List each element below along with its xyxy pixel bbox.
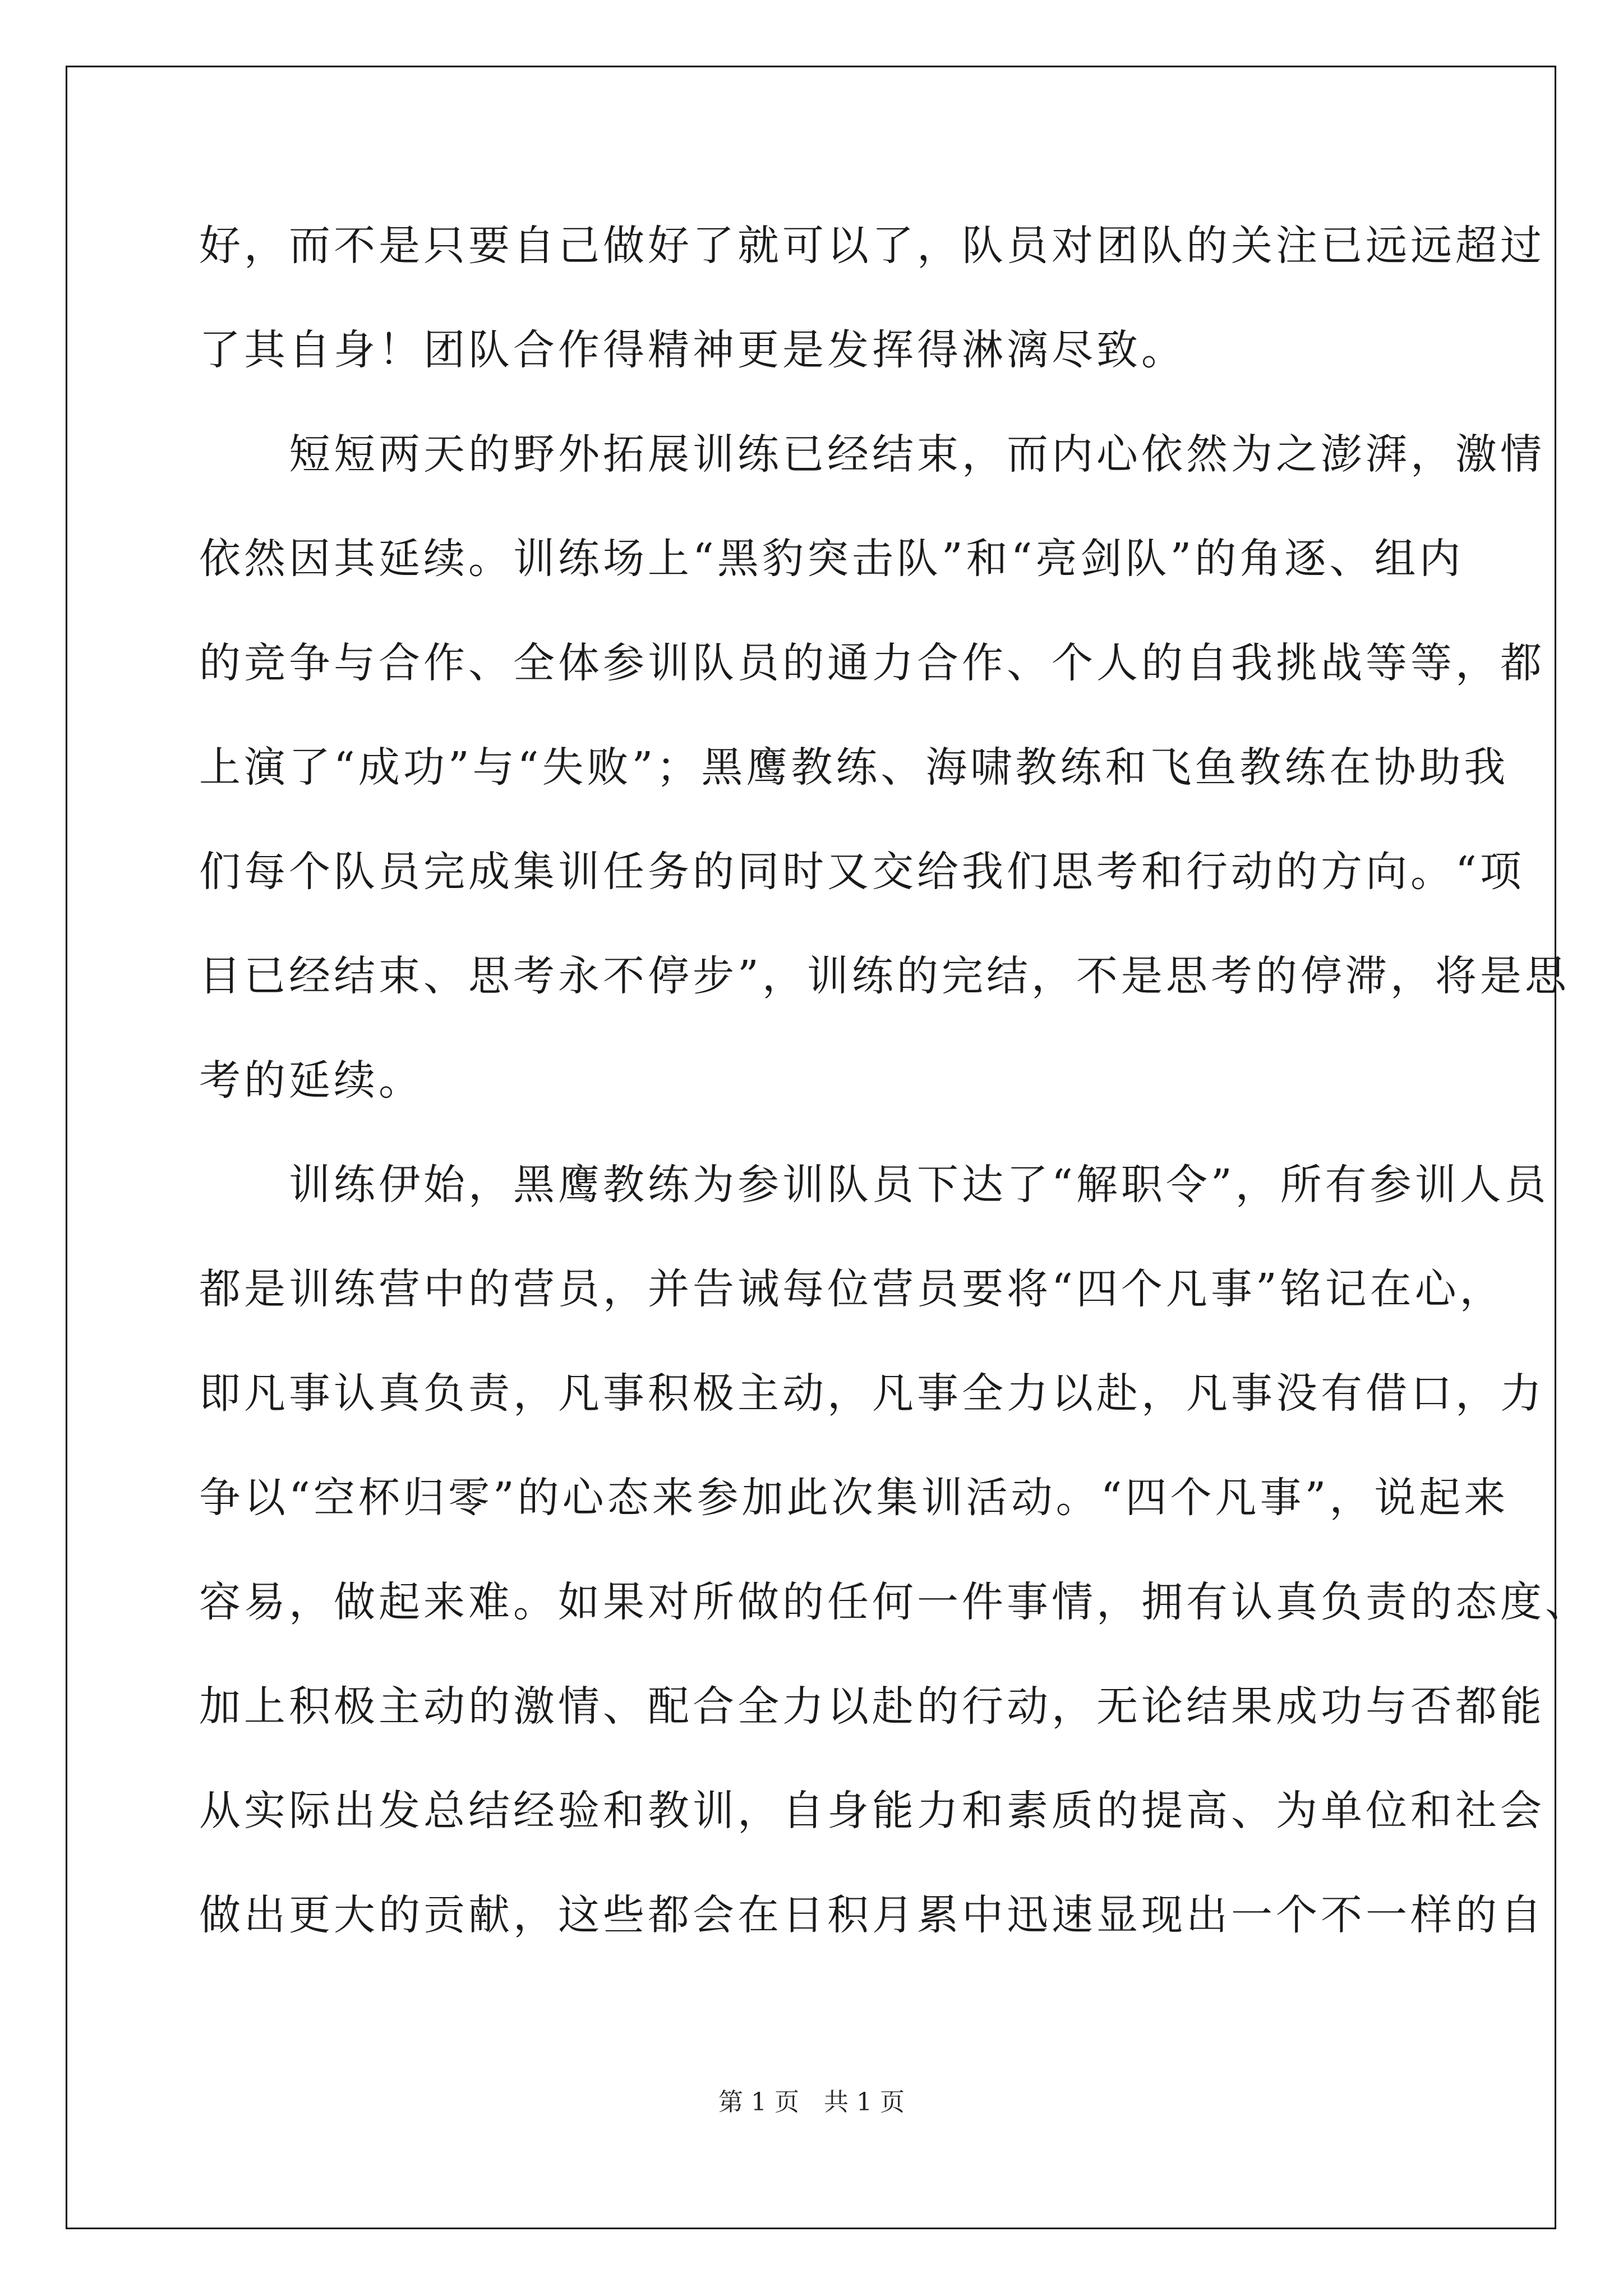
- text-line: 了其自身！团队合作得精神更是发挥得淋漓尽致。: [199, 326, 1186, 374]
- text-line: 上演了“成功”与“失败”；黑鹰教练、海啸教练和飞鱼教练在协助我: [199, 743, 1509, 792]
- text-line: 短短两天的野外拓展训练已经结束，而内心依然为之澎湃，激情: [199, 430, 1545, 478]
- text-line: 依然因其延续。训练场上“黑豹突击队”和“亮剑队”的角逐、组内: [199, 535, 1464, 583]
- text-line: 即凡事认真负责，凡事积极主动，凡事全力以赴，凡事没有借口，力: [199, 1369, 1545, 1418]
- text-line: 们每个队员完成集训任务的同时又交给我们思考和行动的方向。“项: [199, 848, 1525, 896]
- text-line: 都是训练营中的营员，并告诫每位营员要将“四个凡事”铭记在心，: [199, 1265, 1505, 1313]
- text-line: 好，而不是只要自己做好了就可以了，队员对团队的关注已远远超过: [199, 222, 1545, 270]
- text-line: 争以“空杯归零”的心态来参加此次集训活动。“四个凡事”，说起来: [199, 1474, 1509, 1522]
- text-line: 做出更大的贡献，这些都会在日积月累中迅速显现出一个不一样的自: [199, 1891, 1545, 1939]
- text-line: 从实际出发总结经验和教训，自身能力和素质的提高、为单位和社会: [199, 1787, 1545, 1835]
- text-line: 容易，做起来难。如果对所做的任何一件事情，拥有认真负责的态度、: [199, 1578, 1590, 1626]
- page-number: 第 1 页 共 1 页: [718, 2088, 905, 2116]
- text-line: 训练伊始，黑鹰教练为参训队员下达了“解职令”，所有参训人员: [199, 1161, 1550, 1209]
- text-line: 目已经结束、思考永不停步”，训练的完结，不是思考的停滞，将是思: [199, 952, 1570, 1000]
- text-line: 考的延续。: [199, 1056, 423, 1105]
- text-line: 加上积极主动的激情、配合全力以赴的行动，无论结果成功与否都能: [199, 1682, 1545, 1731]
- text-line: 的竞争与合作、全体参训队员的通力合作、个人的自我挑战等等，都: [199, 639, 1545, 687]
